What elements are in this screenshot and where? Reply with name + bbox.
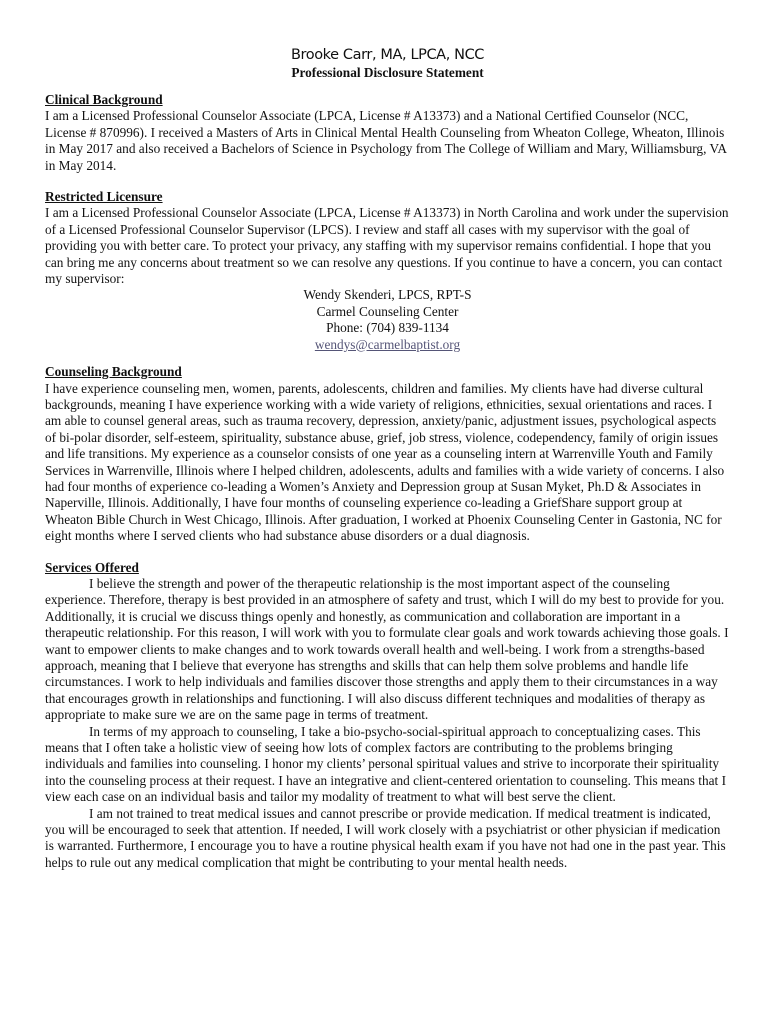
services-paragraph: I believe the strength and power of the therapeutic relationship is the most important aspect of the counseling experience. Therefore, therapy is best provided in an atmosphere of safety and trust, which I will do my best to provide for you. Additionally, it is crucial we discuss things openly and honestly, as communication and collaboration are important in a therapeutic relationship. For this reason, I will work with you to formulate clear goals and work towards achieving those goals. I want to empower clients to make changes and to work towards overall health and well-being. I work from a strengths-based approach, meaning that I believe that everyone has strengths and skills that can help them solve problems and handle life circumstances. I work to help individuals and families discover those strengths and apply them to their circumstances in a way that encourages growth in relationships and functioning. I will also discuss different techniques and modalities of therapy as appropriate to make sure we are on the same page in terms of treatment.	[45, 575, 729, 723]
counseling-background-section	[45, 364, 730, 544]
restricted-licensure-heading: Restricted Licensure	[45, 189, 163, 205]
services-offered-heading: Services Offered	[45, 559, 139, 575]
supervisor-organization: Carmel Counseling Center	[316, 303, 459, 319]
clinical-background-section	[45, 92, 730, 174]
supervisor-email-link[interactable]: wendys@carmelbaptist.org	[314, 336, 461, 352]
author-name: Brooke Carr, MA, LPCA, NCC	[290, 47, 485, 63]
supervisor-contact	[45, 287, 730, 353]
counseling-background-text: I have experience counseling men, women, parents, adolescents, children and families. My clients have had diverse cultural backgrounds, meaning I have experience working with a wide variety of religions, ethnicities, sexual orientations and races. I am able to counsel general areas, such as trauma recovery, depression, anxiety/panic, adjustment issues, psychological aspects of bi-polar disorder, self-esteem, spirituality, substance abuse, grief, job stress, violence, codependency, family of origin issues and life transitions. My experience as a counselor consists of one year as a counseling intern at Warrenville Youth and Family Services in Warrenville, Illinois where I helped children, adolescents, adults and families with a wide variety of concerns. I also had four months of experience co-leading a Women’s Anxiety and Depression group at Susan Myket, Ph.D & Associates in Naperville, Illinois. Additionally, I have four months of counseling experience co-leading a GriefShare support group at Wheaton Bible Church in West Chicago, Illinois. After graduation, I worked at Phoenix Counseling Center in Gastonia, NC for eight months where I served clients who had substance abuse disorders or a dual diagnosis.	[45, 380, 725, 544]
clinical-background-heading: Clinical Background	[45, 92, 163, 107]
supervisor-name: Wendy Skenderi, LPCS, RPT-S	[303, 287, 472, 303]
restricted-licensure-text: I am a Licensed Professional Counselor Associate (LPCA, License # A13373) in North Carolina and work under the supervision of a Licensed Professional Counselor Supervisor (LPCS). I review and staff all cases with my supervisor with the goal of providing you with better care. To protect your privacy, any staffing with my supervisor remains confidential. I hope that you can bring me any concerns about treatment so we can resolve any questions. If you continue to have a concern, you can contact my supervisor:	[45, 205, 729, 287]
counseling-background-heading: Counseling Background	[45, 364, 182, 380]
supervisor-phone: Phone: (704) 839-1134	[326, 320, 449, 336]
clinical-background-text: I am a Licensed Professional Counselor Associate (LPCA, License # A13373) and a National Certified Counselor (NCC, License # 870996). I received a Masters of Arts in Clinical Mental Health Counseling from Wheaton College, Wheaton, Illinois in May 2017 and also received a Bachelors of Science in Psychology from The College of William and Mary, Williamsburg, VA in May 2014.	[45, 108, 727, 173]
restricted-licensure-section	[45, 189, 730, 353]
services-offered-section	[45, 560, 730, 872]
services-paragraph: In terms of my approach to counseling, I take a bio-psycho-social-spiritual approach to conceptualizing cases. This means that I often take a holistic view of seeing how lots of complex factors are contributing to the problems bringing individuals and families into counseling. I honor my clients’ personal spiritual values and strive to incorporate their spirituality into the counseling process at their request. I have an integrative and client-centered orientation to counseling. This means that I view each case on an individual basis and tailor my modality of treatment to what will best serve the client.	[45, 723, 726, 805]
document-title: Professional Disclosure Statement	[291, 65, 484, 80]
services-paragraph: I am not trained to treat medical issues and cannot prescribe or provide medication. If medical treatment is indicated, you will be encouraged to seek that attention. If needed, I will work closely with a psychiatrist or other physician if medication is warranted. Furthermore, I encourage you to have a routine physical health exam if you have not had one in the past year. This helps to rule out any medical complication that might be contributing to your mental health needs.	[45, 805, 726, 870]
